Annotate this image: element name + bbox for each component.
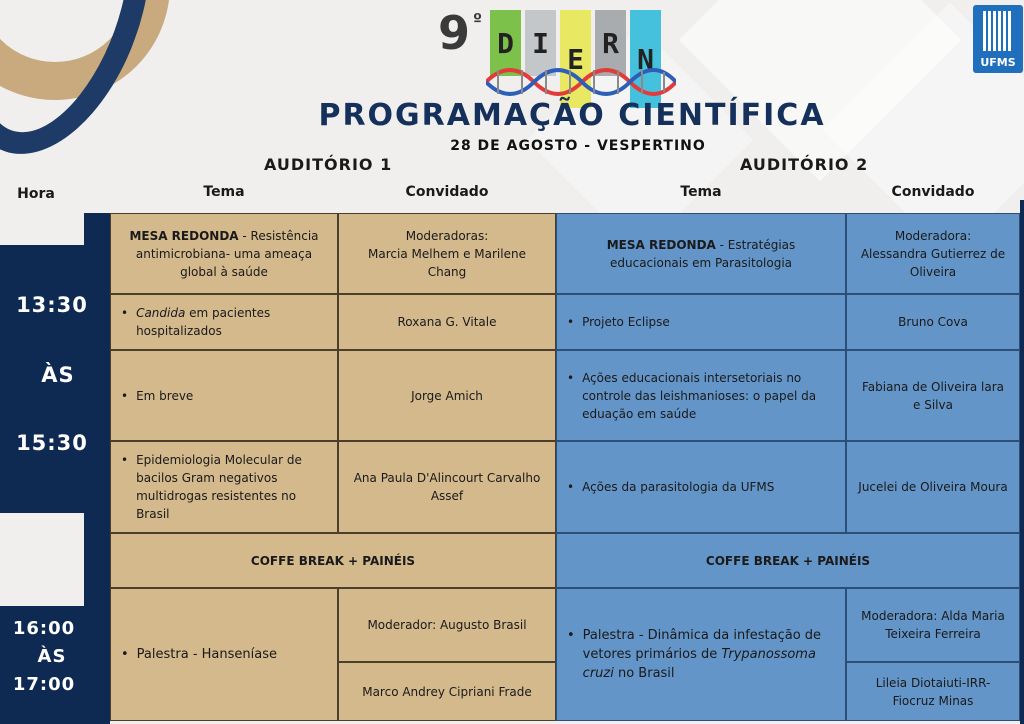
aud2-mesa-tag: MESA REDONDA xyxy=(606,237,716,252)
time-start-1: 13:30 xyxy=(16,293,88,317)
aud1-coffee-break: COFFE BREAK + PAINÉIS xyxy=(110,533,556,588)
time-end-2: 17:00 xyxy=(12,674,76,695)
aud2-row2-text: Ações educacionais intersetoriais no controle das leishmanioses: o papel da eduação em saúde xyxy=(582,370,817,421)
page-title: PROGRAMAÇÃO CIENTÍFICA xyxy=(318,98,826,133)
aud1-row3-text: Epidemiologia Molecular de bacilos Gram negativos multidrogas resistentes no Brasil xyxy=(136,453,302,521)
building-icon xyxy=(983,11,1013,51)
aud1-palestra-topic: • Palestra - Hanseníase xyxy=(110,588,338,721)
aud2-mesa-topic xyxy=(556,213,846,294)
aud1-row3-guest: Ana Paula D'Alincourt Carvalho Assef xyxy=(338,441,556,533)
schedule-table xyxy=(110,213,1020,721)
aud2-row1-topic: • Projeto Eclipse xyxy=(556,294,846,350)
event-logo xyxy=(438,6,683,106)
aud2-row1-text: Projeto Eclipse xyxy=(582,315,670,329)
logo-letter-d: D xyxy=(490,10,521,76)
header-tema-2: Tema xyxy=(680,184,722,200)
logo-letter-e: E xyxy=(560,10,591,108)
table-right-border xyxy=(1020,200,1024,724)
header-tema-1: Tema xyxy=(203,184,245,200)
logo-numeral: 9 xyxy=(438,6,471,60)
ufms-logo-text: UFMS xyxy=(980,56,1016,69)
time-separator-2: ÀS xyxy=(37,646,67,667)
auditorium-2-heading: AUDITÓRIO 2 xyxy=(740,155,869,174)
aud1-palestra-moderator: Moderador: Augusto Brasil xyxy=(338,588,556,662)
aud1-row2-text: Em breve xyxy=(136,388,194,403)
aud1-mesa-guest: Moderadoras: Marcia Melhem e Marilene Chang xyxy=(338,213,556,294)
aud2-mesa-guest: Moderadora: Alessandra Gutierrez de Oliveira xyxy=(846,213,1020,294)
aud1-mesa-tag: MESA REDONDA xyxy=(129,228,239,243)
aud2-palestra-italic: Trypanossoma cruzi xyxy=(582,647,816,681)
header-hora: Hora xyxy=(17,186,55,202)
header-convidado-1: Convidado xyxy=(405,184,489,200)
aud1-row1-text: em pacientes hospitalizados xyxy=(136,306,271,338)
aud2-palestra-guest: Lileia Diotaiuti-IRR-Fiocruz Minas xyxy=(846,662,1020,721)
aud2-row3-guest: Jucelei de Oliveira Moura xyxy=(846,441,1020,533)
aud1-palestra-text: Palestra - Hanseníase xyxy=(136,646,277,662)
header-convidado-2: Convidado xyxy=(891,184,975,200)
aud1-palestra-guest: Marco Andrey Cipriani Frade xyxy=(338,662,556,721)
aud1-mesa-text: - Resistência antimicrobiana- uma ameaça global à saúde xyxy=(135,228,319,279)
aud2-row3-text: Ações da parasitologia da UFMS xyxy=(582,480,775,494)
aud1-row3-topic: • Epidemiologia Molecular de bacilos Gram negativos multidrogas resistentes no Brasil xyxy=(110,441,338,533)
time-block-1 xyxy=(0,245,110,513)
time-block-2 xyxy=(0,606,110,724)
aud2-row1-guest: Bruno Cova xyxy=(846,294,1020,350)
logo-letter-n: N xyxy=(630,10,661,108)
aud2-row2-topic: • Ações educacionais intersetoriais no controle das leishmanioses: o papel da eduação em saúde xyxy=(556,350,846,441)
aud2-mesa-text: - Estratégias educacionais em Parasitologia xyxy=(609,237,796,270)
aud2-row3-topic: • Ações da parasitologia da UFMS xyxy=(556,441,846,533)
time-start-2: 16:00 xyxy=(12,618,76,639)
aud1-row1-italic: Candida xyxy=(136,306,186,320)
aud2-palestra-topic: • Palestra - Dinâmica da infestação de vetores primários de Trypanossoma cruzi no Brasil xyxy=(556,588,846,721)
logo-letter-r: R xyxy=(595,10,626,76)
aud2-palestra-post: no Brasil xyxy=(613,666,675,681)
aud1-row1-topic: • Candida em pacientes hospitalizados xyxy=(110,294,338,350)
aud2-row2-guest: Fabiana de Oliveira lara e Silva xyxy=(846,350,1020,441)
ufms-logo xyxy=(973,5,1023,73)
aud1-row2-guest: Jorge Amich xyxy=(338,350,556,441)
logo-ordinal: º xyxy=(473,10,483,29)
time-end-1: 15:30 xyxy=(16,431,88,455)
aud1-mesa-topic xyxy=(110,213,338,294)
aud2-palestra-pre: Palestra - Dinâmica da infestação de vetores primários de xyxy=(582,628,822,662)
aud1-row1-guest: Roxana G. Vitale xyxy=(338,294,556,350)
time-separator-1: ÀS xyxy=(41,363,75,387)
auditorium-1-heading: AUDITÓRIO 1 xyxy=(264,155,393,174)
aud1-row2-topic: • Em breve xyxy=(110,350,338,441)
page-subtitle: 28 DE AGOSTO - VESPERTINO xyxy=(450,138,706,154)
aud2-palestra-moderator: Moderadora: Alda Maria Teixeira Ferreira xyxy=(846,588,1020,662)
logo-letter-i: I xyxy=(525,10,556,76)
aud2-coffee-break: COFFE BREAK + PAINÉIS xyxy=(556,533,1020,588)
